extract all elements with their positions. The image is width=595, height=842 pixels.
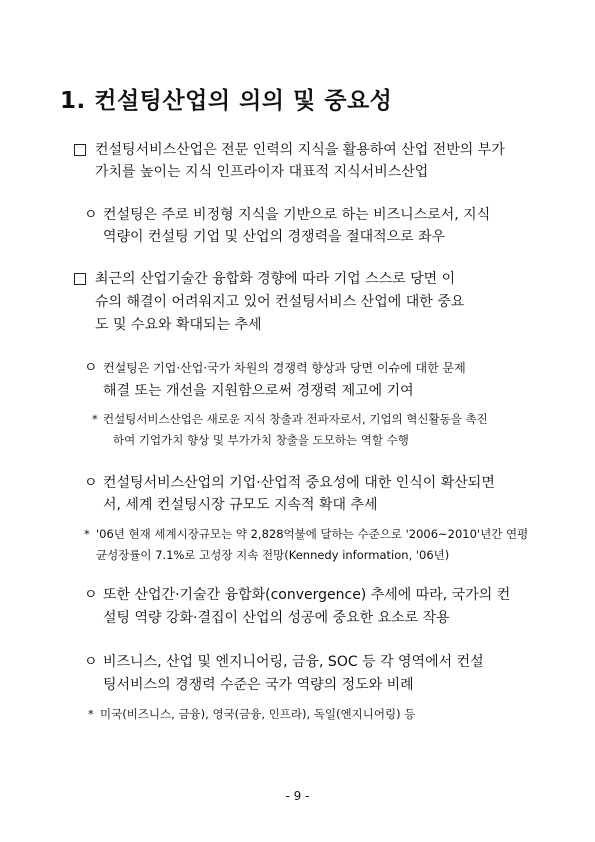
paragraph-line: 설팅 역량 강화·결집이 산업의 성공에 중요한 요소로 작용 <box>103 610 450 626</box>
paragraph-line: 서, 세계 컨설팅시장 규모도 지속적 확대 추세 <box>103 497 378 513</box>
paragraph-line: 컨설팅서비스산업의 기업·산업적 중요성에 대한 인식이 확산되면 <box>103 475 495 491</box>
square-bullet-icon <box>74 144 86 156</box>
note-line: '06년 현재 세계시장규모는 약 2,828억불에 달하는 수준으로 '2006~2010'년간 연평 <box>96 527 529 541</box>
section-heading: 1. 컨설팅산업의 의의 및 중요성 <box>60 88 393 114</box>
circle-bullet-icon: ㅇ <box>84 475 98 491</box>
page-number: - 9 - <box>285 789 310 803</box>
circle-bullet-icon: ㅇ <box>84 207 98 223</box>
circle-bullet-icon: ㅇ <box>84 654 98 670</box>
paragraph-line: 역량이 컨설팅 기업 및 산업의 경쟁력을 절대적으로 좌우 <box>103 229 446 245</box>
paragraph-line: 또한 산업간·기술간 융합화(convergence) 추세에 따라, 국가의 컨 <box>103 587 511 603</box>
note-line: 하여 기업가치 향상 및 부가가치 창출을 도모하는 역할 수행 <box>113 433 409 447</box>
note-line: 미국(비즈니스, 금융), 영국(금융, 인프라), 독일(엔지니어링) 등 <box>100 707 416 721</box>
circle-bullet-icon: ㅇ <box>84 587 98 603</box>
square-bullet-icon <box>74 273 86 285</box>
paragraph-line: 최근의 산업기술간 융합화 경향에 따라 기업 스스로 당면 이 <box>95 271 456 287</box>
paragraph-line: 컨설팅은 기업·산업·국가 차원의 경쟁력 향상과 당면 이슈에 대한 문제 <box>103 361 466 375</box>
paragraph-line: 컨설팅서비스산업은 전문 인력의 지식을 활용하여 산업 전반의 부가 <box>95 142 505 158</box>
paragraph-line: 컨설팅은 주로 비정형 지식을 기반으로 하는 비즈니스로서, 지식 <box>103 207 491 223</box>
note-marker: * <box>92 412 98 426</box>
paragraph-line: 해결 또는 개선을 지원함으로써 경쟁력 제고에 기여 <box>103 383 414 399</box>
paragraph-line: 팅서비스의 경쟁력 수준은 국가 역량의 정도와 비례 <box>103 677 414 693</box>
paragraph-line: 도 및 수요와 확대되는 추세 <box>95 317 262 333</box>
paragraph-line: 비즈니스, 산업 및 엔지니어링, 금융, SOC 등 각 영역에서 컨설 <box>103 654 484 670</box>
note-marker: * <box>88 707 94 721</box>
paragraph-line: 슈의 해결이 어려워지고 있어 컨설팅서비스 산업에 대한 중요 <box>95 294 465 310</box>
paragraph-line: 가치를 높이는 지식 인프라이자 대표적 지식서비스산업 <box>95 164 429 180</box>
note-line: 균성장률이 7.1%로 고성장 지속 전망(Kennedy information, '06년) <box>96 548 450 562</box>
note-marker: * <box>84 527 90 541</box>
circle-bullet-icon: ㅇ <box>84 360 98 376</box>
note-line: 컨설팅서비스산업은 새로운 지식 창출과 전파자로서, 기업의 혁신활동을 촉진 <box>103 412 488 426</box>
